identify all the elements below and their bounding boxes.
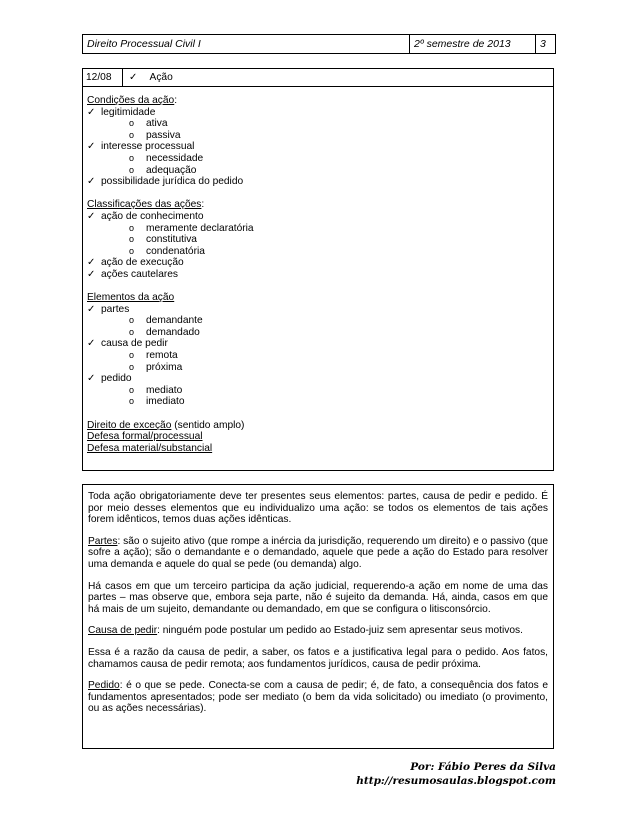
- circle-bullet-icon: o: [129, 326, 135, 337]
- lesson-date: 12/08: [83, 69, 123, 86]
- circle-bullet-icon: o: [129, 396, 135, 407]
- list-item: o remota: [129, 350, 178, 362]
- lesson-outline-box: [82, 68, 554, 471]
- list-item: ✓ partes: [87, 303, 130, 315]
- check-icon: ✓: [87, 106, 96, 118]
- check-icon: ✓: [129, 72, 138, 83]
- lesson-title: Ação: [149, 72, 173, 83]
- circle-bullet-icon: o: [129, 245, 135, 256]
- author: Por: Fábio Peres da Silva: [410, 761, 556, 773]
- list-item: o demandado: [129, 326, 200, 338]
- list-item: ✓ ação de conhecimento: [87, 210, 204, 222]
- check-icon: ✓: [87, 210, 96, 222]
- check-icon: ✓: [87, 257, 96, 269]
- defense-line: Direito de exceção (sentido amplo): [87, 419, 245, 431]
- list-item: o passiva: [129, 129, 181, 141]
- section-heading: Classificações das ações: [87, 199, 202, 211]
- check-icon: ✓: [87, 176, 96, 188]
- list-item: o demandante: [129, 315, 203, 327]
- page-header: [82, 34, 556, 54]
- list-item: o necessidade: [129, 152, 204, 164]
- circle-bullet-icon: o: [129, 152, 135, 163]
- paragraph: Partes: são o sujeito ativo (que rompe a inércia da jurisdição, requerendo um direito) e o passivo (que sofre a ação); são o demandante e o demandado, aquele que pede a ação do Estado para resolver uma demanda e aquele do qual se pede (ou demanda) algo.: [88, 535, 548, 570]
- check-icon: ✓: [87, 373, 96, 385]
- list-item: ✓ causa de pedir: [87, 338, 168, 350]
- check-icon: ✓: [87, 141, 96, 153]
- check-icon: ✓: [87, 338, 96, 350]
- list-item: o condenatória: [129, 245, 205, 257]
- section-heading: Elementos da ação: [87, 292, 175, 304]
- notes-box: [82, 484, 554, 749]
- outline: Condições da ação: ✓ legitimidade o ativa o passiva ✓ interesse processual o necessidade o adequação ✓ possibilidade jurídica do pedido Classificações das ações: ✓ ação de conhecimento o meramente declaratória o constitutiva o condenatória ✓ ação de execução ✓ ações cautelares Elementos da ação ✓ partes o demandante o demandado ✓ causa de pedir o remota o próxima ✓ pedido o mediato o imediato Direito de exceção (sentido amplo) Defesa formal/processual Defesa material/substancial: [83, 87, 553, 454]
- list-item: o meramente declaratória: [129, 222, 254, 234]
- list-item: o adequação: [129, 164, 197, 176]
- list-item: o mediato: [129, 384, 183, 396]
- list-item: o imediato: [129, 396, 185, 408]
- check-icon: ✓: [87, 303, 96, 315]
- semester: 2º semestre de 2013: [410, 35, 536, 53]
- paragraph: Há casos em que um terceiro participa da ação judicial, requerendo-a ação em nome de uma das partes – mas observe que, embora seja parte, não é sujeito da demanda. Há, ainda, casos em que há mais de um sujeito, demandante ou demandado, em que se configura o litisconsórcio.: [88, 580, 548, 615]
- circle-bullet-icon: o: [129, 315, 135, 326]
- lesson-row: [83, 69, 553, 87]
- list-item: o ativa: [129, 118, 168, 130]
- list-item: ✓ ações cautelares: [87, 268, 179, 280]
- circle-bullet-icon: o: [129, 118, 135, 129]
- circle-bullet-icon: o: [129, 164, 135, 175]
- circle-bullet-icon: o: [129, 129, 135, 140]
- paragraph: Toda ação obrigatoriamente deve ter presentes seus elementos: partes, causa de pedir e pedido. É por meio desses elementos que eu individualizo uma ação: se todos os elementos de tais ações forem idênticos, temos duas ações idênticas.: [88, 491, 548, 526]
- blog-url: http://resumosaulas.blogspot.com: [356, 775, 556, 787]
- defense-line: Defesa formal/processual: [87, 431, 203, 443]
- list-item: ✓ possibilidade jurídica do pedido: [87, 176, 244, 188]
- paragraph: Essa é a razão da causa de pedir, a saber, os fatos e a justificativa legal para o pedido. Aos fatos, chamamos causa de pedir remota; aos fundamentos jurídicos, causa de pedir próxima.: [88, 646, 548, 670]
- list-item: o constitutiva: [129, 234, 197, 246]
- list-item: ✓ legitimidade: [87, 106, 156, 118]
- page-number: 3: [540, 38, 546, 50]
- paragraph: Causa de pedir: ninguém pode postular um pedido ao Estado-juiz sem apresentar seus motivos.: [88, 625, 523, 637]
- list-item: ✓ pedido: [87, 373, 132, 385]
- circle-bullet-icon: o: [129, 222, 135, 233]
- defense-line: Defesa material/substancial: [87, 442, 213, 454]
- section-heading: Condições da ação: [87, 95, 175, 106]
- circle-bullet-icon: o: [129, 234, 135, 245]
- signature: [356, 760, 556, 788]
- check-icon: ✓: [87, 268, 96, 280]
- course-name: Direito Processual Civil I: [83, 35, 410, 53]
- list-item: ✓ interesse processual: [87, 141, 195, 153]
- list-item: ✓ ação de execução: [87, 257, 184, 269]
- circle-bullet-icon: o: [129, 384, 135, 395]
- list-item: o próxima: [129, 361, 183, 373]
- circle-bullet-icon: o: [129, 350, 135, 361]
- circle-bullet-icon: o: [129, 361, 135, 372]
- paragraph: Pedido: é o que se pede. Conecta-se com a causa de pedir; é, de fato, a consequência dos fatos e fundamentos apresentados; pode ser mediato (o bem da vida solicitado) ou imediato (o provimento, ou as ações necessárias).: [88, 680, 548, 715]
